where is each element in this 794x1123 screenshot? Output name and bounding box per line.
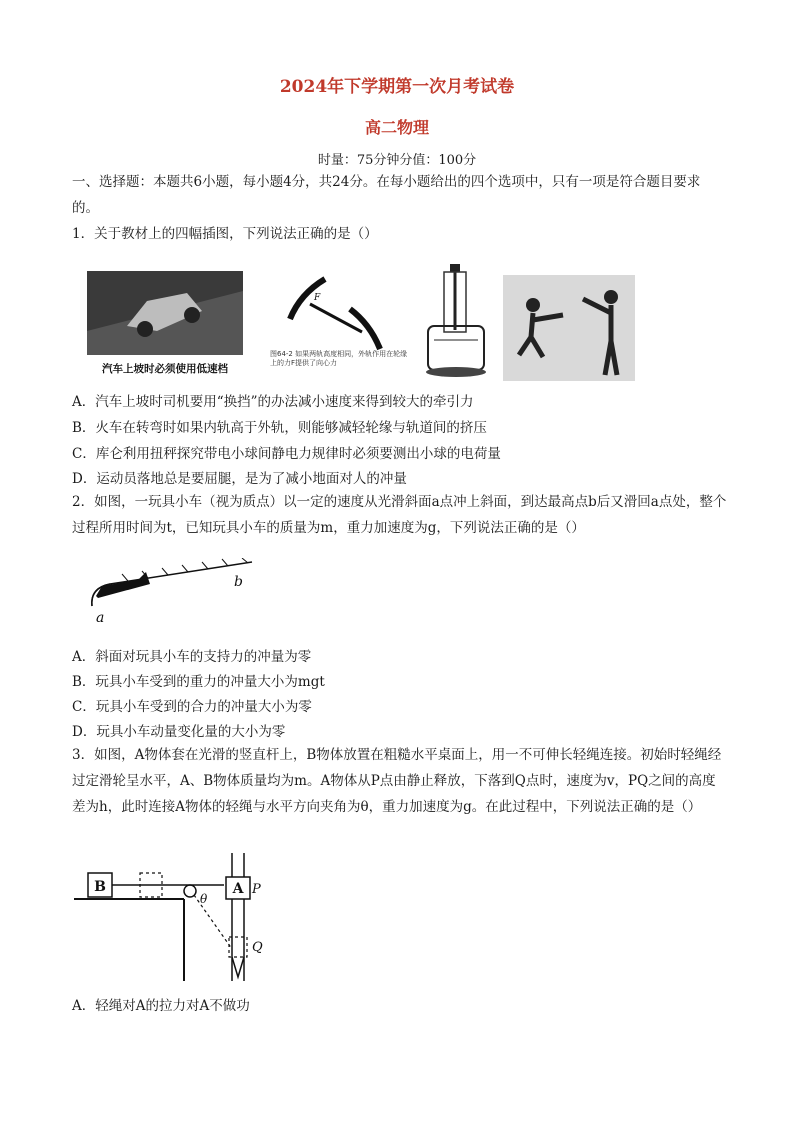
- question-2-option-c: C．玩具小车受到的合力的冲量大小为零: [72, 699, 312, 715]
- subject-title: 高二物理: [364, 118, 429, 137]
- torsion-balance-figure: [420, 260, 492, 382]
- point-a-label: a: [96, 610, 105, 626]
- question-2-option-d: D．玩具小车动量变化量的大小为零: [72, 724, 286, 740]
- question-3-option-a: A．轻绳对A的拉力对A不做功: [72, 998, 250, 1014]
- block-b-label: B: [94, 879, 106, 895]
- question-2-option-a: A．斜面对玩具小车的支持力的冲量为零: [72, 649, 312, 665]
- pulley-figure: [74, 853, 274, 983]
- block-a-label: A: [232, 881, 244, 897]
- pulley-diagram: [74, 853, 274, 983]
- car-caption: 汽车上坡时必须使用低速档: [102, 363, 228, 375]
- question-2-option-b: B．玩具小车受到的重力的冲量大小为mgt: [72, 674, 325, 690]
- point-q-label: Q: [252, 940, 263, 955]
- question-1-option-d: D．运动员落地总是要屈腿，是为了减小地面对人的冲量: [72, 471, 407, 487]
- torsion-balance-diagram: [420, 260, 492, 382]
- car-uphill-figure: [87, 271, 243, 379]
- incline-figure: [88, 558, 258, 626]
- train-wheel-diagram: [270, 264, 410, 382]
- point-p-label: P: [252, 882, 261, 897]
- question-1-option-c: C．库仑利用扭秤探究带电小球间静电力规律时必须要测出小球的电荷量: [72, 446, 501, 462]
- section-instructions: 一、选择题：本题共6小题，每小题4分，共24分。在每小题给出的四个选项中，只有一项是符合题目要求的。: [72, 174, 701, 216]
- question-2-stem: 2．如图，一玩具小车（视为质点）以一定的速度从光滑斜面a点冲上斜面，到达最高点b后又滑回a点处，整个过程所用时间为t，已知玩具小车的质量为m，重力加速度为g，下列说法正确的是（）: [72, 494, 727, 536]
- athlete-landing-photo: [503, 275, 635, 381]
- exam-meta: 时量：75分钟分值：100分: [317, 153, 477, 168]
- train-rail-figure: [270, 264, 410, 382]
- incline-diagram: [88, 558, 258, 626]
- question-3-stem: 3．如图，A物体套在光滑的竖直杆上，B物体放置在粗糙水平桌面上，用一不可伸长轻绳连接。初始时轻绳经过定滑轮呈水平，A、B物体质量均为m。A物体从P点由静止释放，下落到Q点时，速度为v，PQ之间的高度差为h，此时连接A物体的轻绳与水平方向夹角为θ，重力加速度为g。在此过程中，下列说法正确的是（）: [72, 747, 722, 815]
- question-1-option-a: A．汽车上坡时司机要用“换挡”的办法减小速度来得到较大的牵引力: [72, 394, 474, 410]
- question-1-stem: 1．关于教材上的四幅插图，下列说法正确的是（）: [72, 226, 378, 242]
- point-b-label: b: [234, 574, 243, 590]
- athlete-landing-figure: [503, 275, 635, 381]
- car-uphill-photo: [87, 271, 243, 379]
- question-1-option-b: B．火车在转弯时如果内轨高于外轨，则能够减轻轮缘与轨道间的挤压: [72, 420, 487, 436]
- exam-title: 2024年下学期第一次月考试卷: [279, 77, 515, 97]
- rail-force-label: F: [314, 293, 321, 303]
- rail-caption: 图64-2 如果两轨高度相同，外轨作用在轮缘上的力F提供了向心力: [270, 350, 408, 367]
- angle-theta-label: θ: [200, 892, 208, 906]
